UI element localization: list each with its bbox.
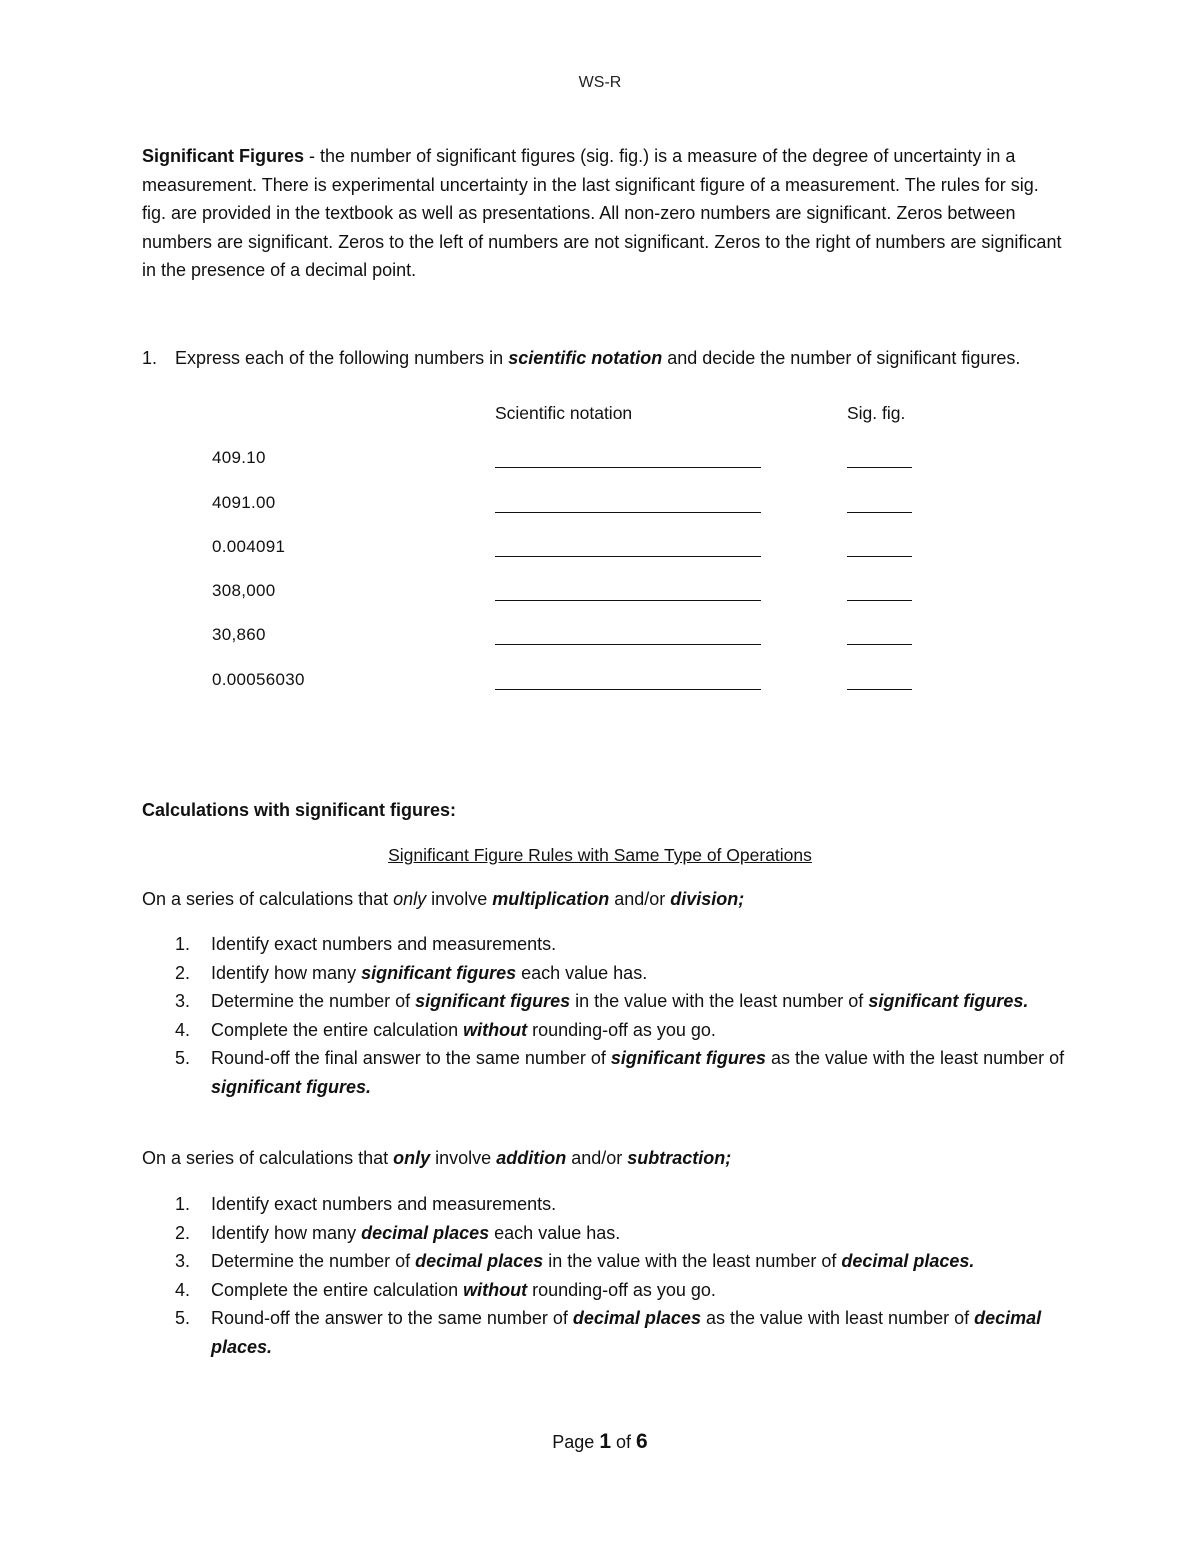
step-emph: decimal places <box>361 1222 490 1243</box>
list-item <box>175 1044 1065 1101</box>
mult-div-lead <box>142 889 744 910</box>
question-text <box>142 344 1062 373</box>
intro-paragraph <box>142 142 1062 285</box>
lead-only: only <box>393 1148 431 1168</box>
list-item <box>175 959 1065 988</box>
answer-blank-scientific-2[interactable] <box>495 512 761 513</box>
step-emph: significant figures <box>610 1048 766 1068</box>
lead-text: involve <box>426 889 493 909</box>
list-item <box>175 1016 1065 1045</box>
value-row-1: 409.10 <box>212 448 266 467</box>
step-text: in the value with the least number of <box>570 991 869 1011</box>
list-item <box>175 1276 1065 1305</box>
lead-text: and/or <box>609 889 671 909</box>
lead-operation: multiplication <box>492 889 610 909</box>
page-footer <box>0 1430 1200 1454</box>
step-number: 1. <box>175 1194 191 1214</box>
lead-only: only <box>393 889 427 909</box>
step-text: Determine the number of <box>211 991 416 1011</box>
value-row-4: 308,000 <box>212 581 276 600</box>
step-text: as the value with least number of <box>700 1308 975 1328</box>
step-text: as the value with the least number of <box>765 1048 1065 1068</box>
list-item <box>175 1219 1065 1248</box>
add-sub-steps <box>175 1190 1065 1361</box>
value-row-5: 30,860 <box>212 625 266 644</box>
section-subtitle: Significant Figure Rules with Same Type of Operations <box>388 845 812 865</box>
step-text: rounding-off as you go. <box>527 1019 716 1040</box>
answer-blank-sigfig-5[interactable] <box>847 644 912 645</box>
value-row-3: 0.004091 <box>212 537 286 556</box>
step-number: 2. <box>175 1222 191 1243</box>
question-number: 1. <box>142 348 158 368</box>
step-emph: without <box>463 1019 528 1040</box>
step-text: Identify exact numbers and measurements. <box>211 934 557 954</box>
list-item <box>175 987 1065 1016</box>
step-number: 4. <box>175 1019 191 1040</box>
column-header-scientific-notation: Scientific notation <box>495 403 633 423</box>
lead-text: On a series of calculations that <box>142 889 394 909</box>
step-text: . <box>1023 991 1029 1011</box>
answer-blank-scientific-6[interactable] <box>495 689 761 690</box>
step-text: each value has. <box>516 962 648 983</box>
answer-blank-scientific-3[interactable] <box>495 556 761 557</box>
answer-blank-sigfig-3[interactable] <box>847 556 912 557</box>
step-text: Complete the entire calculation <box>211 1279 464 1300</box>
step-emph: decimal places <box>415 1251 544 1271</box>
step-text: Complete the entire calculation <box>211 1019 464 1040</box>
section-title: Calculations with significant figures: <box>142 800 457 820</box>
step-number: 3. <box>175 991 191 1011</box>
step-emph: decimal places <box>572 1308 701 1328</box>
lead-operation: addition <box>496 1148 567 1168</box>
step-text: Identify exact numbers and measurements. <box>211 1194 557 1214</box>
step-number: 4. <box>175 1279 191 1300</box>
list-item <box>175 1247 1065 1276</box>
add-sub-lead <box>142 1148 731 1169</box>
step-emph: without <box>463 1279 528 1300</box>
answer-blank-scientific-4[interactable] <box>495 600 761 601</box>
step-text: Round-off the final answer to the same number of <box>211 1048 611 1068</box>
lead-operation: subtraction; <box>627 1148 732 1168</box>
step-emph: significant figures <box>361 962 517 983</box>
question-text-b: and decide the number of significant figures. <box>662 348 1021 368</box>
step-text: each value has. <box>489 1222 621 1243</box>
step-emph: significant figures <box>415 991 571 1011</box>
step-text: Round-off the answer to the same number of <box>211 1308 573 1328</box>
answer-blank-scientific-1[interactable] <box>495 467 761 468</box>
step-text: Identify how many <box>211 1222 362 1243</box>
intro-body: - the number of significant figures (sig. fig.) is a measure of the degree of uncertainty in a measurement. There is experimental uncertainty in the last significant figure of a measurement. The rules for sig. fig. are provided in the textbook as well as presentations. All non-zero numbers are significant. Zeros between numbers are significant. Zeros to the left of numbers are not significant. Zeros to the right of numbers are significant in the presence of a decimal point. <box>142 146 1062 280</box>
intro-term: Significant Figures <box>142 146 305 166</box>
step-emph: significant figures <box>868 991 1024 1011</box>
answer-blank-sigfig-1[interactable] <box>847 467 912 468</box>
lead-operation: division; <box>670 889 745 909</box>
value-row-2: 4091.00 <box>212 493 276 512</box>
question-text-a: Express each of the following numbers in <box>175 348 509 368</box>
footer-of-word: of <box>616 1432 632 1452</box>
step-text: Identify how many <box>211 962 362 983</box>
column-header-sig-fig: Sig. fig. <box>847 403 906 423</box>
step-text: . <box>366 1076 372 1097</box>
document-code-header: WS-R <box>578 74 622 91</box>
mult-div-steps <box>175 930 1065 1101</box>
answer-blank-scientific-5[interactable] <box>495 644 761 645</box>
step-number: 2. <box>175 962 191 983</box>
lead-text: involve <box>430 1148 497 1168</box>
list-item <box>175 930 1065 959</box>
step-number: 3. <box>175 1251 191 1271</box>
lead-text: On a series of calculations that <box>142 1148 394 1168</box>
step-number: 1. <box>175 934 191 954</box>
lead-text: and/or <box>566 1148 628 1168</box>
step-text: rounding-off as you go. <box>527 1279 716 1300</box>
total-page-count: 6 <box>636 1430 648 1453</box>
current-page-number: 1 <box>599 1430 611 1453</box>
step-number: 5. <box>175 1308 191 1328</box>
list-item <box>175 1304 1065 1361</box>
step-emph: significant figures <box>211 1076 367 1097</box>
step-emph: decimal places. <box>841 1251 975 1271</box>
question-1 <box>142 344 1062 373</box>
answer-blank-sigfig-4[interactable] <box>847 600 912 601</box>
step-text: in the value with the least number of <box>543 1251 842 1271</box>
step-text: . <box>267 1336 273 1357</box>
step-text: Determine the number of <box>211 1251 416 1271</box>
footer-page-word: Page <box>552 1432 595 1452</box>
value-row-6: 0.00056030 <box>212 670 305 689</box>
step-emph: decimal places <box>211 1308 1042 1357</box>
step-number: 5. <box>175 1048 191 1068</box>
question-emph: scientific notation <box>508 348 663 368</box>
answer-blank-sigfig-2[interactable] <box>847 512 912 513</box>
answer-blank-sigfig-6[interactable] <box>847 689 912 690</box>
list-item <box>175 1190 1065 1219</box>
